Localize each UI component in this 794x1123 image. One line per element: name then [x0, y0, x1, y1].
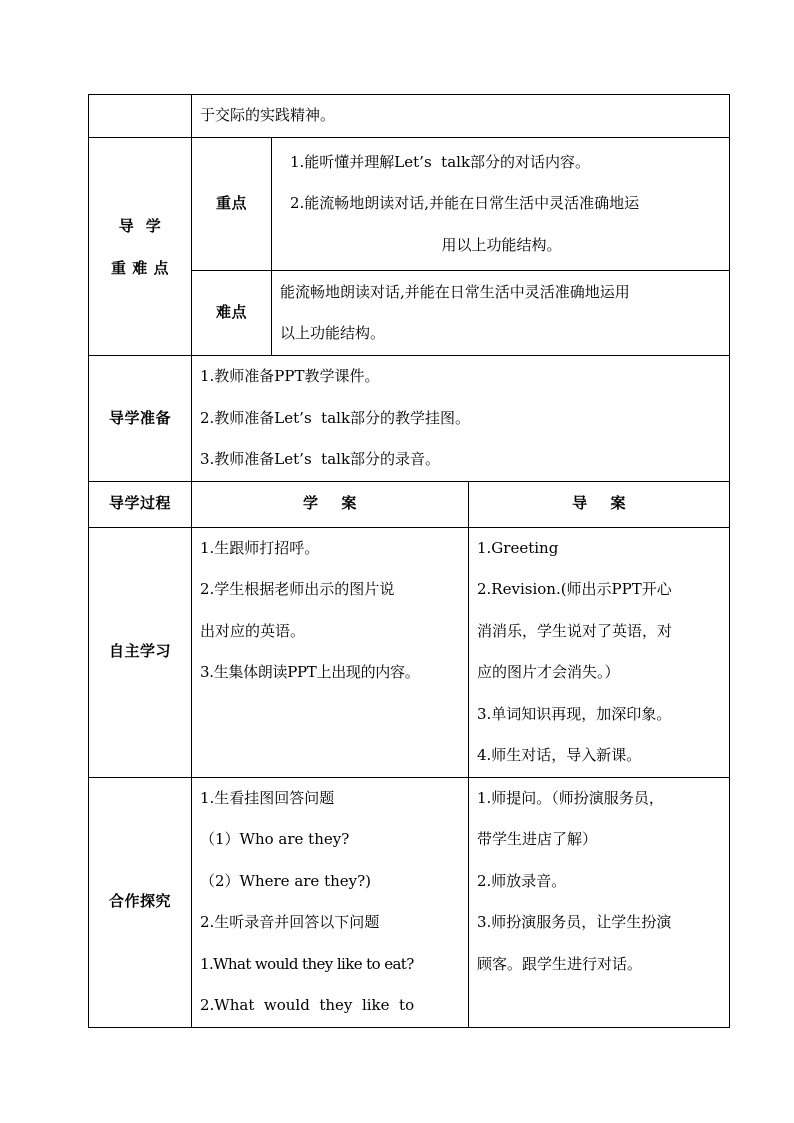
coop-teacher	[469, 777, 730, 1027]
process-header-row	[89, 481, 730, 527]
coop-student-line-6: 2.What would they like to	[200, 996, 415, 1014]
coop-teacher-line-3: 2.师放录音。	[477, 871, 567, 890]
self-study-teacher-line-6: 4.师生对话，导入新课。	[477, 746, 642, 764]
intro-row	[89, 95, 730, 138]
key-point-line-1: 1.能听懂并理解Let’s talk部分的对话内容。	[290, 152, 591, 171]
key-difficult-label-line2: 重 难 点	[111, 258, 169, 277]
difficult-points-label: 难点	[192, 271, 272, 356]
self-study-teacher	[469, 527, 730, 777]
intro-text: 于交际的实践精神。	[192, 95, 730, 138]
coop-teacher-line-4: 3.师扮演服务员，让学生扮演	[477, 913, 672, 931]
key-difficult-label	[89, 138, 192, 356]
prep-line-1: 1.教师准备PPT教学课件。	[200, 367, 380, 385]
lesson-plan-table	[88, 94, 730, 1028]
coop-label: 合作探究	[89, 777, 192, 1027]
self-study-student-line-4: 3.生集体朗读PPT上出现的内容。	[200, 663, 420, 681]
student-plan-header: 学 案	[192, 481, 469, 527]
coop-student-line-5: 1.What would they like to eat?	[200, 954, 414, 973]
key-difficult-label-line1: 导 学	[118, 216, 162, 235]
self-study-teacher-line-4: 应的图片才会消失。）	[477, 663, 620, 681]
prep-content	[192, 356, 730, 482]
self-study-teacher-line-2: 2.Revision.(师出示PPT开心	[477, 580, 672, 598]
key-point-line-2: 2.能流畅地朗读对话,并能在日常生活中灵活准确地运	[290, 194, 640, 213]
coop-student-line-3: （2）Where are they?)	[200, 871, 372, 890]
prep-line-2: 2.教师准备Let’s talk部分的教学挂图。	[200, 408, 471, 427]
process-label: 导学过程	[89, 481, 192, 527]
difficult-point-line-2: 以上功能结构。	[280, 324, 386, 342]
self-study-student-line-2: 2.学生根据老师出示的图片说	[200, 580, 395, 598]
coop-student-line-4: 2.生听录音并回答以下问题	[200, 913, 380, 931]
coop-student	[192, 777, 469, 1027]
self-study-student-line-1: 1.生跟师打招呼。	[200, 538, 320, 557]
prep-line-3: 3.教师准备Let’s talk部分的录音。	[200, 450, 441, 468]
teacher-plan-header: 导 案	[469, 481, 730, 527]
coop-student-line-1: 1.生看挂图回答问题	[200, 788, 335, 807]
coop-teacher-line-1: 1.师提问。（师扮演服务员，	[477, 788, 664, 807]
coop-row	[89, 777, 730, 1027]
difficult-points-content	[272, 271, 730, 356]
coop-student-line-2: （1）Who are they?	[200, 830, 350, 848]
self-study-student	[192, 527, 469, 777]
self-study-row	[89, 527, 730, 777]
self-study-teacher-line-5: 3.单词知识再现，加深印象。	[477, 704, 672, 723]
self-study-student-line-3: 出对应的英语。	[200, 621, 306, 640]
self-study-label: 自主学习	[89, 527, 192, 777]
coop-teacher-line-5: 顾客。跟学生进行对话。	[477, 954, 643, 973]
key-points-row	[89, 138, 730, 271]
self-study-teacher-line-1: 1.Greeting	[477, 538, 559, 557]
prep-label: 导学准备	[89, 356, 192, 482]
coop-teacher-line-2: 带学生进店了解）	[477, 830, 598, 848]
difficult-point-line-1: 能流畅地朗读对话,并能在日常生活中灵活准确地运用	[280, 282, 630, 301]
self-study-teacher-line-3: 消消乐，学生说对了英语，对	[477, 621, 673, 640]
intro-label-cell	[89, 95, 192, 138]
key-points-label: 重点	[192, 138, 272, 271]
key-points-content	[272, 138, 730, 271]
prep-row	[89, 356, 730, 482]
key-point-line-3: 用以上功能结构。	[441, 235, 562, 254]
